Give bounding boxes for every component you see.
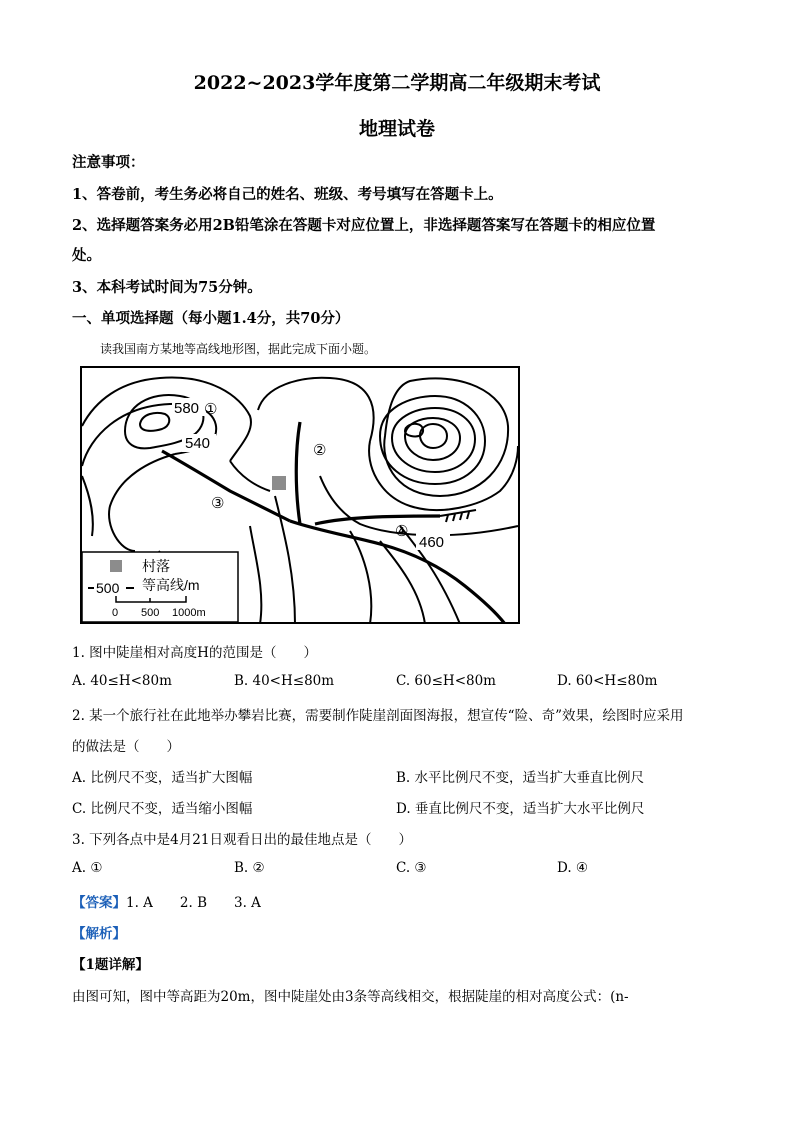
- q3-option-d[interactable]: D. ④: [557, 860, 589, 876]
- analysis-tag: 【解析】: [72, 926, 126, 942]
- contour-label: 580: [174, 400, 200, 417]
- question-2-stem: 2. 某一个旅行社在此地举办攀岩比赛，需要制作陡崖剖面图海报，想宣传“险、奇”效果，绘图时应采用: [72, 708, 684, 724]
- notice-item: 2、选择题答案务必用2B铅笔涂在答题卡对应位置上，非选择题答案写在答题卡的相应位置: [72, 217, 656, 234]
- map-legend: [82, 552, 238, 622]
- q3-option-b[interactable]: B. ②: [234, 860, 265, 876]
- notice-item: 3、本科考试时间为75分钟。: [72, 279, 262, 296]
- q3-option-a[interactable]: A. ①: [72, 860, 103, 876]
- scale-tick: 1000m: [172, 607, 206, 619]
- analysis-q1-text: 由图可知，图中等高距为20m，图中陡崖处由3条等高线相交，根据陡崖的相对高度公式：(n-: [72, 989, 629, 1005]
- contour-label: 540: [185, 435, 211, 452]
- exam-title: 2022~2023学年度第二学期高二年级期末考试: [193, 72, 601, 94]
- section-heading: 一、单项选择题（每小题1.4分，共70分）: [72, 310, 350, 327]
- answer-tag: 【答案】: [72, 895, 126, 911]
- question-intro: 读我国南方某地等高线地形图，据此完成下面小题。: [100, 342, 377, 356]
- point-label: ①: [204, 401, 218, 418]
- q2-option-a[interactable]: A. 比例尺不变，适当扩大图幅: [72, 770, 253, 786]
- question-1-stem: 1. 图中陡崖相对高度H的范围是（ ）: [72, 645, 317, 661]
- legend-village: 村落: [142, 558, 170, 574]
- point-label: ④: [395, 523, 409, 540]
- scale-tick: 500: [141, 607, 160, 619]
- notice-heading: 注意事项：: [72, 154, 145, 171]
- answer-line: [72, 891, 261, 911]
- question-2-stem-cont: 的做法是（ ）: [72, 739, 180, 755]
- legend-contour-value: 500: [96, 580, 120, 596]
- analysis-q1-tag: 【1题详解】: [72, 957, 149, 973]
- scale-tick: 0: [112, 607, 119, 619]
- q1-option-a[interactable]: A. 40≤H<80m: [72, 673, 172, 689]
- notice-item: 处。: [72, 247, 101, 264]
- q1-option-c[interactable]: C. 60≤H<80m: [396, 673, 496, 689]
- q1-option-b[interactable]: B. 40<H≤80m: [234, 673, 335, 689]
- q3-option-c[interactable]: C. ③: [396, 860, 427, 876]
- q2-option-b[interactable]: B. 水平比例尺不变，适当扩大垂直比例尺: [396, 770, 645, 786]
- q2-option-c[interactable]: C. 比例尺不变，适当缩小图幅: [72, 801, 253, 817]
- point-label: ③: [211, 495, 225, 512]
- point-label: ②: [313, 442, 327, 459]
- exam-subject: 地理试卷: [358, 118, 435, 140]
- question-3-stem: 3. 下列各点中是4月21日观看日出的最佳地点是（ ）: [72, 832, 412, 848]
- contour-label: 460: [419, 534, 445, 551]
- legend-contour: 等高线/m: [142, 577, 200, 593]
- notice-item: 1、答卷前，考生务必将自己的姓名、班级、考号填写在答题卡上。: [72, 186, 503, 203]
- q2-option-d[interactable]: D. 垂直比例尺不变，适当扩大水平比例尺: [396, 801, 645, 817]
- answer-text: 1. A 2. B 3. A: [126, 895, 261, 911]
- q1-option-d[interactable]: D. 60<H≤80m: [557, 673, 658, 689]
- village-marker: [272, 476, 286, 490]
- contour-map: [80, 366, 520, 624]
